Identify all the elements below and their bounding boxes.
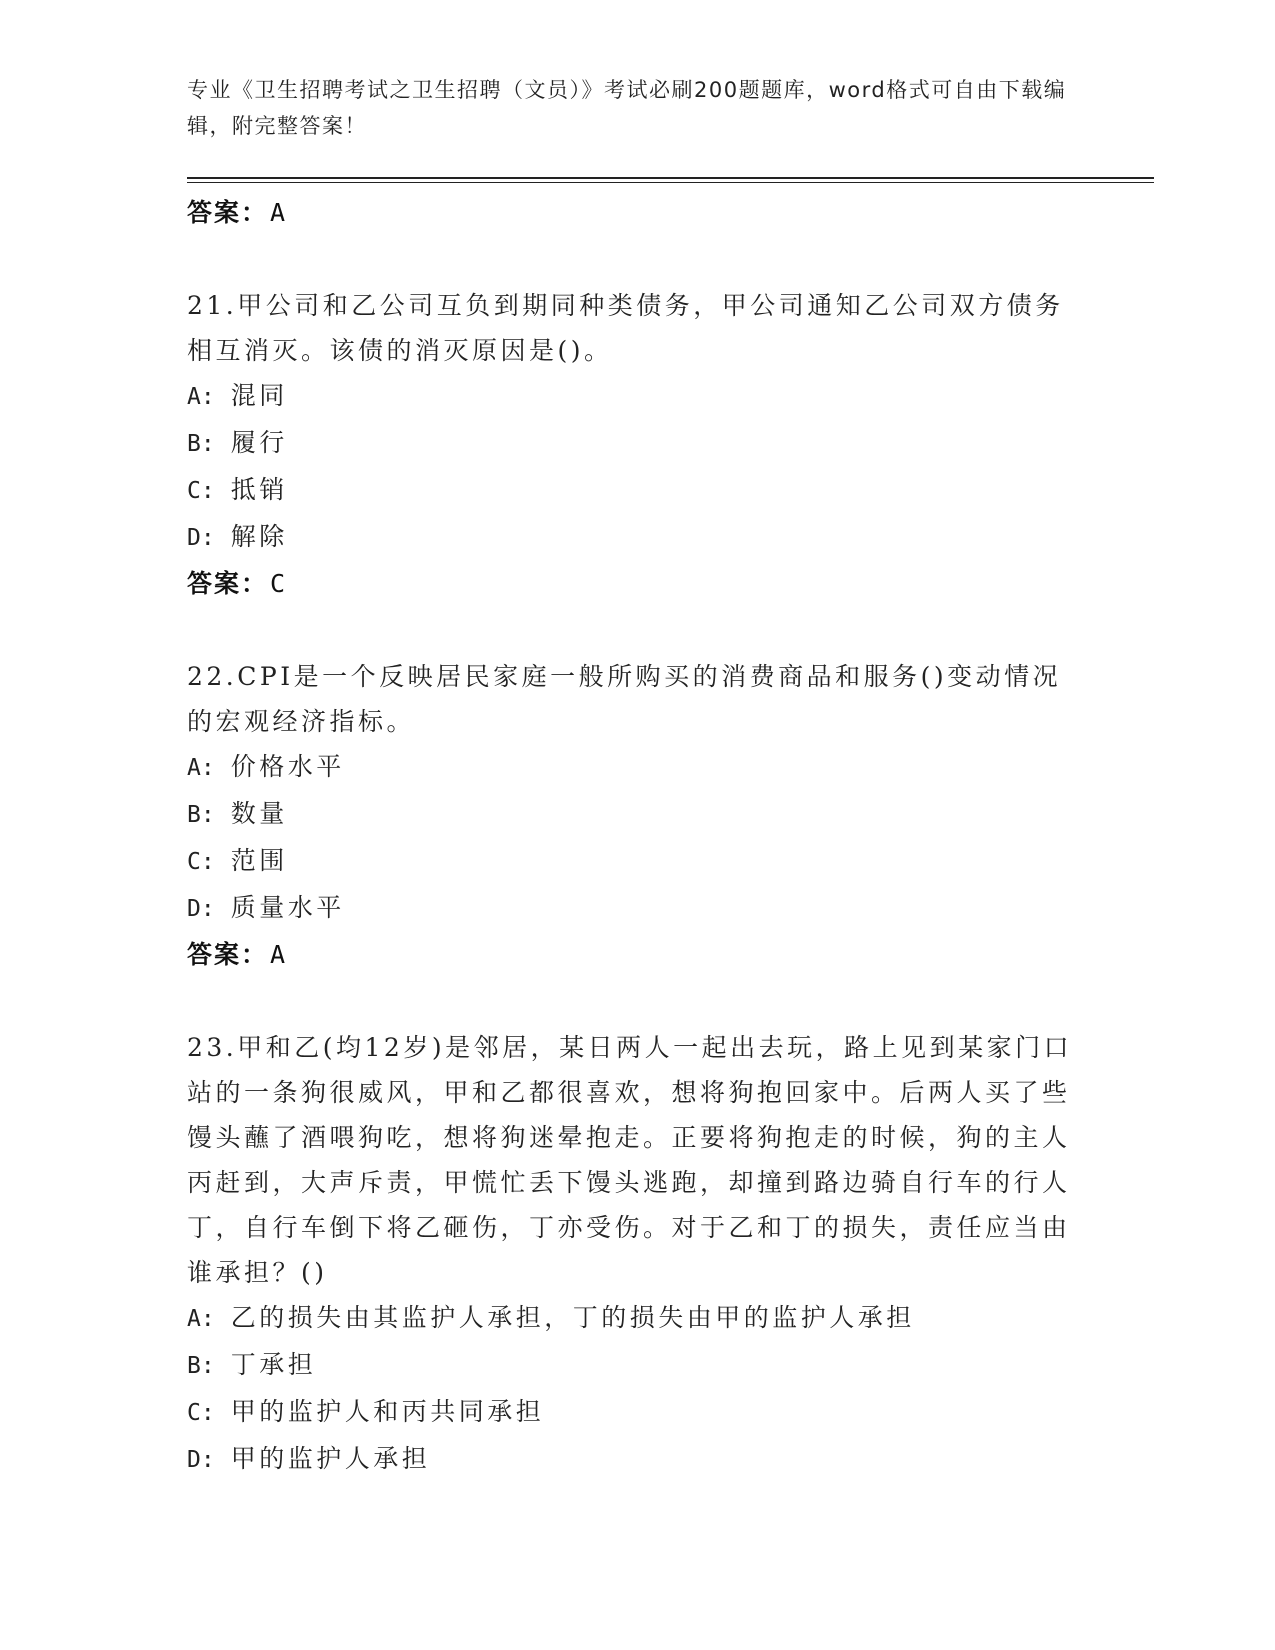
answer-label: 答案： [187, 569, 269, 598]
option-text: 甲的监护人和丙共同承担 [230, 1397, 545, 1426]
page-header: 专业《卫生招聘考试之卫生招聘（文员）》考试必刷200题题库，word格式可自由下载编辑，附完整答案！ [187, 78, 1067, 138]
option-text: 质量水平 [230, 893, 345, 922]
option-letter: B: [187, 802, 215, 828]
option-b [187, 791, 1087, 838]
option-b [187, 1342, 1087, 1389]
header-divider [187, 177, 1154, 179]
option-text: 抵销 [230, 475, 288, 504]
option-letter: D: [187, 525, 215, 551]
option-b [187, 420, 1087, 467]
option-letter: A: [187, 384, 215, 410]
answer-value: A [270, 940, 288, 969]
option-letter: A: [187, 1306, 215, 1332]
option-letter: B: [187, 1353, 215, 1379]
option-c [187, 1389, 1087, 1436]
option-c [187, 467, 1087, 514]
option-letter: C: [187, 478, 215, 504]
option-letter: D: [187, 896, 215, 922]
question-content [187, 190, 1087, 1483]
answer-label: 答案： [187, 198, 269, 227]
question-23 [187, 1025, 1087, 1483]
option-letter: B: [187, 431, 215, 457]
answer-line [187, 932, 1087, 977]
option-text: 甲的监护人承担 [230, 1444, 431, 1473]
option-text: 混同 [230, 381, 288, 410]
question-text: 23.甲和乙(均12岁)是邻居，某日两人一起出去玩，路上见到某家门口站的一条狗很威风，甲和乙都很喜欢，想将狗抱回家中。后两人买了些馒头蘸了酒喂狗吃，想将狗迷晕抱走。正要将狗抱走的时候，狗的主人丙赶到，大声斥责，甲慌忙丢下馒头逃跑，却撞到路边骑自行车的行人丁，自行车倒下将乙砸伤，丁亦受伤。对于乙和丁的损失，责任应当由谁承担？() [187, 1033, 1073, 1287]
answer-value: A [270, 198, 288, 227]
option-text: 解除 [230, 522, 288, 551]
option-d [187, 885, 1087, 932]
option-text: 范围 [230, 846, 288, 875]
option-a [187, 373, 1087, 420]
question-text: 22.CPI是一个反映居民家庭一般所购买的消费商品和服务()变动情况的宏观经济指标。 [187, 662, 1062, 736]
option-text: 乙的损失由其监护人承担，丁的损失由甲的监护人承担 [230, 1303, 915, 1332]
answer-line [187, 561, 1087, 606]
answer-label: 答案： [187, 940, 269, 969]
option-d [187, 514, 1087, 561]
answer-line [187, 190, 1087, 235]
question-22 [187, 654, 1087, 977]
answer-value: C [270, 569, 288, 598]
header-divider-thin [187, 182, 1154, 183]
option-d [187, 1436, 1087, 1483]
option-a [187, 744, 1087, 791]
option-letter: C: [187, 1400, 215, 1426]
option-letter: A: [187, 755, 215, 781]
option-text: 数量 [230, 799, 288, 828]
option-text: 价格水平 [230, 752, 345, 781]
question-21 [187, 283, 1087, 606]
question-text: 21.甲公司和乙公司互负到期同种类债务，甲公司通知乙公司双方债务相互消灭。该债的消灭原因是()。 [187, 291, 1064, 365]
option-letter: C: [187, 849, 215, 875]
option-a [187, 1295, 1087, 1342]
option-text: 丁承担 [230, 1350, 317, 1379]
option-c [187, 838, 1087, 885]
option-text: 履行 [230, 428, 288, 457]
option-letter: D: [187, 1447, 215, 1473]
